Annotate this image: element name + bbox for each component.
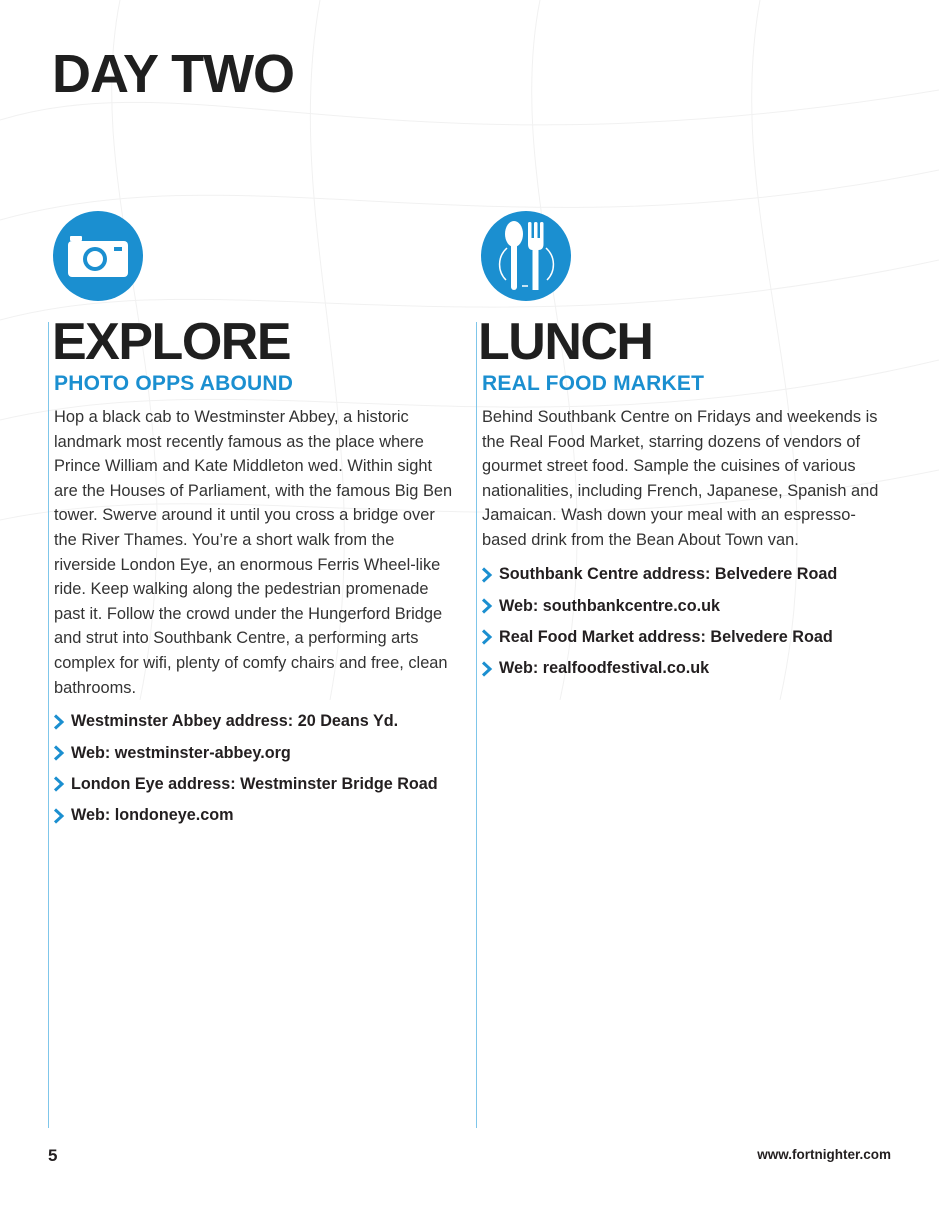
list-item	[480, 622, 837, 653]
list-item-link[interactable]: Web: londoneye.com	[71, 806, 234, 825]
list-item	[52, 737, 438, 768]
list-item	[480, 590, 837, 621]
list-item-link[interactable]: Web: westminster-abbey.org	[71, 743, 291, 762]
chevron-right-icon	[52, 714, 66, 730]
explore-info-list	[52, 706, 438, 832]
list-item	[480, 653, 837, 684]
list-item-text: Westminster Abbey address: 20 Deans Yd.	[71, 712, 399, 731]
list-item	[52, 769, 438, 800]
website-link[interactable]: www.fortnighter.com	[757, 1147, 891, 1162]
section-subtitle-explore: PHOTO OPPS ABOUND	[54, 372, 294, 395]
list-item-text: Real Food Market address: Belvedere Road	[499, 627, 833, 646]
list-item	[52, 706, 438, 737]
page-number: 5	[48, 1146, 58, 1165]
chevron-right-icon	[480, 598, 494, 614]
page-title: DAY TWO	[52, 44, 295, 104]
chevron-right-icon	[52, 808, 66, 824]
section-body-lunch: Behind Southbank Centre on Fridays and weekends is the Real Food Market, starring dozens of vendors of gourmet street food. Sample the cuisines of various nationalities, including French, Japanese, Spanish and Jamaican. Wash down your meal with an espresso-based drink from the Bean About Town van.	[482, 408, 879, 549]
section-body-explore: Hop a black cab to Westminster Abbey, a historic landmark most recently famous as the place where Prince William and Kate Middleton wed. Within sight are the Houses of Parliament, with the famous Big Ben tower. Swerve around it until you cross a bridge over the River Thames. You’re a short walk from the riverside London Eye, an enormous Ferris Wheel-like ride. Keep walking along the pedestrian promenade past it. Follow the crowd under the Hungerford Bridge and strut into Southbank Centre, a performing arts complex for wifi, plenty of comfy chairs and free, clean bathrooms.	[54, 408, 453, 697]
list-item-text: London Eye address: Westminster Bridge Road	[71, 774, 438, 793]
chevron-right-icon	[480, 567, 494, 583]
camera-icon	[53, 211, 143, 301]
column-divider	[48, 322, 49, 1128]
chevron-right-icon	[480, 661, 494, 677]
list-item-link[interactable]: Web: realfoodfestival.co.uk	[499, 659, 710, 678]
section-title-lunch: LUNCH	[478, 313, 653, 371]
chevron-right-icon	[52, 745, 66, 761]
fork-spoon-icon	[481, 211, 571, 301]
section-title-explore: EXPLORE	[52, 313, 290, 371]
list-item-link[interactable]: Web: southbankcentre.co.uk	[499, 596, 720, 615]
list-item	[52, 800, 438, 831]
list-item	[480, 559, 837, 590]
lunch-info-list	[480, 559, 837, 685]
column-divider	[476, 322, 477, 1128]
chevron-right-icon	[52, 776, 66, 792]
list-item-text: Southbank Centre address: Belvedere Road	[499, 565, 838, 584]
chevron-right-icon	[480, 629, 494, 645]
section-subtitle-lunch: REAL FOOD MARKET	[482, 372, 705, 395]
